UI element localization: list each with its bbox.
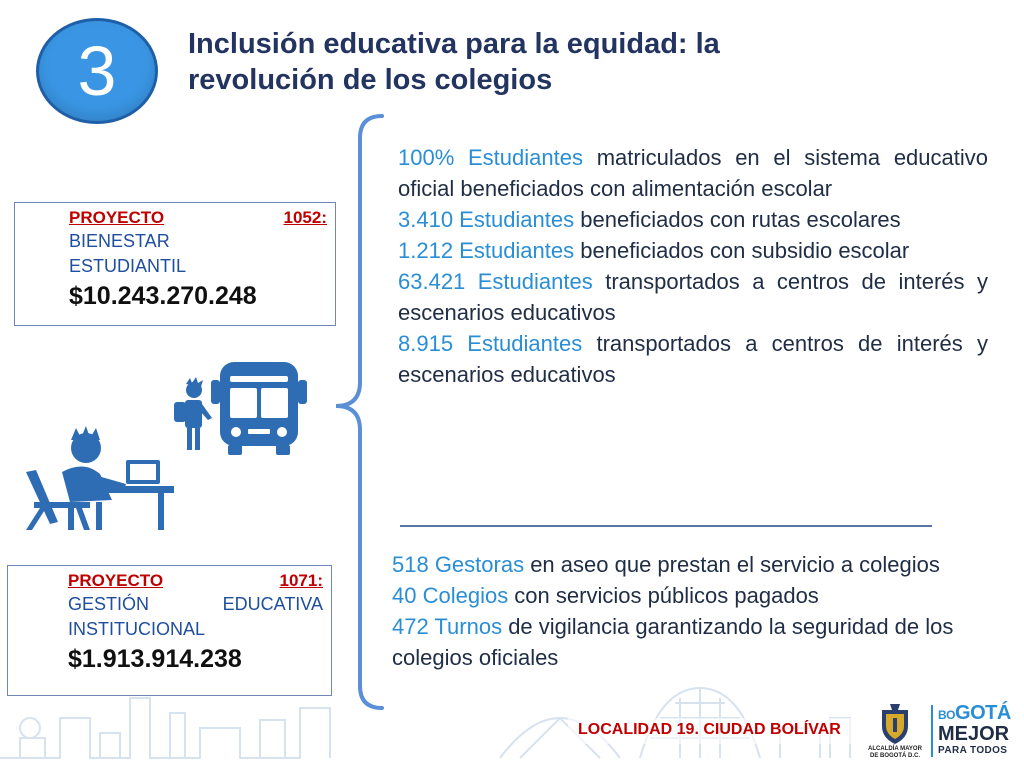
stat-value: 1.212 Estudiantes bbox=[398, 238, 575, 263]
stat-item bbox=[392, 580, 988, 611]
stat-text: matriculados en el sistema educativo oficial beneficiados con alimentación escolar bbox=[398, 145, 988, 201]
stat-item bbox=[398, 266, 988, 328]
bogota-wordmark bbox=[938, 703, 1022, 723]
stat-item bbox=[398, 328, 988, 390]
stat-text: transportados a centros de interés y escenarios educativos bbox=[398, 269, 988, 325]
students-bus-illustration bbox=[14, 352, 324, 532]
stat-item bbox=[398, 204, 988, 235]
project-1052-header bbox=[69, 207, 327, 229]
mejor-wordmark: MEJOR bbox=[938, 723, 1010, 745]
stat-text: de vigilancia garantizando la seguridad de los colegios oficiales bbox=[392, 614, 954, 670]
para-todos-wordmark: PARA TODOS bbox=[938, 745, 1008, 756]
stat-item bbox=[392, 611, 988, 673]
project-name-line-1: BIENESTAR bbox=[69, 231, 170, 251]
stat-value: 63.421 Estudiantes bbox=[398, 269, 593, 294]
stat-value: 100% Estudiantes bbox=[398, 145, 583, 170]
project-amount: $1.913.914.238 bbox=[68, 645, 242, 673]
project-name-line-1 bbox=[68, 592, 323, 617]
project-name-line-2: INSTITUCIONAL bbox=[68, 619, 206, 639]
project-number: 1071: bbox=[279, 571, 323, 590]
project-1071-box bbox=[7, 565, 332, 696]
project-name-line-2: ESTUDIANTIL bbox=[69, 256, 187, 276]
stat-value: 3.410 Estudiantes bbox=[398, 207, 575, 232]
coat-of-arms-icon bbox=[878, 700, 912, 746]
stat-text: beneficiados con subsidio escolar bbox=[574, 238, 910, 263]
stat-text: en aseo que prestan el servicio a colegios bbox=[524, 552, 940, 577]
section-number: 3 bbox=[77, 32, 117, 110]
school-services-list bbox=[392, 549, 988, 673]
stat-value: 8.915 Estudiantes bbox=[398, 331, 583, 356]
project-number: 1052: bbox=[283, 208, 327, 227]
stat-item bbox=[392, 549, 988, 580]
stat-value: 472 Turnos bbox=[392, 614, 503, 639]
stat-text: transportados a centros de interés y escenarios educativos bbox=[398, 331, 988, 387]
stat-text: con servicios públicos pagados bbox=[508, 583, 819, 608]
project-label: PROYECTO bbox=[69, 208, 165, 227]
stat-value: 518 Gestoras bbox=[392, 552, 525, 577]
student-benefits-list bbox=[398, 142, 988, 390]
locality-label: LOCALIDAD 19. CIUDAD BOLÍVAR bbox=[578, 721, 841, 738]
page-title: Inclusión educativa para la equidad: la revolución de los colegios bbox=[188, 28, 720, 96]
student-backpack-icon bbox=[174, 377, 212, 450]
stat-value: 40 Colegios bbox=[392, 583, 509, 608]
section-divider bbox=[400, 525, 932, 527]
project-name-word-2: EDUCATIVA bbox=[222, 594, 323, 614]
logo-separator bbox=[931, 705, 933, 757]
alcaldia-caption-1: ALCALDÍA MAYOR bbox=[868, 746, 922, 752]
alcaldia-caption-2: DE BOGOTÁ D.C. bbox=[869, 753, 920, 759]
project-1071-header bbox=[68, 570, 323, 592]
bogota-rest: GOTÁ bbox=[955, 702, 1011, 724]
project-label: PROYECTO bbox=[68, 571, 164, 590]
stat-text: beneficiados con rutas escolares bbox=[574, 207, 901, 232]
project-name-word-1: GESTIÓN bbox=[68, 594, 150, 614]
school-bus-icon bbox=[211, 362, 307, 455]
bogota-o: O bbox=[946, 708, 956, 722]
stat-item bbox=[398, 142, 988, 204]
alcaldia-logo bbox=[862, 700, 928, 766]
section-number-badge bbox=[36, 18, 158, 124]
bogota-b: B bbox=[938, 708, 947, 722]
project-1052-box bbox=[14, 202, 336, 326]
stat-item bbox=[398, 235, 988, 266]
curly-bracket bbox=[330, 112, 386, 712]
project-amount: $10.243.270.248 bbox=[69, 282, 257, 310]
bogota-mejor-para-todos-logo bbox=[938, 703, 1022, 756]
